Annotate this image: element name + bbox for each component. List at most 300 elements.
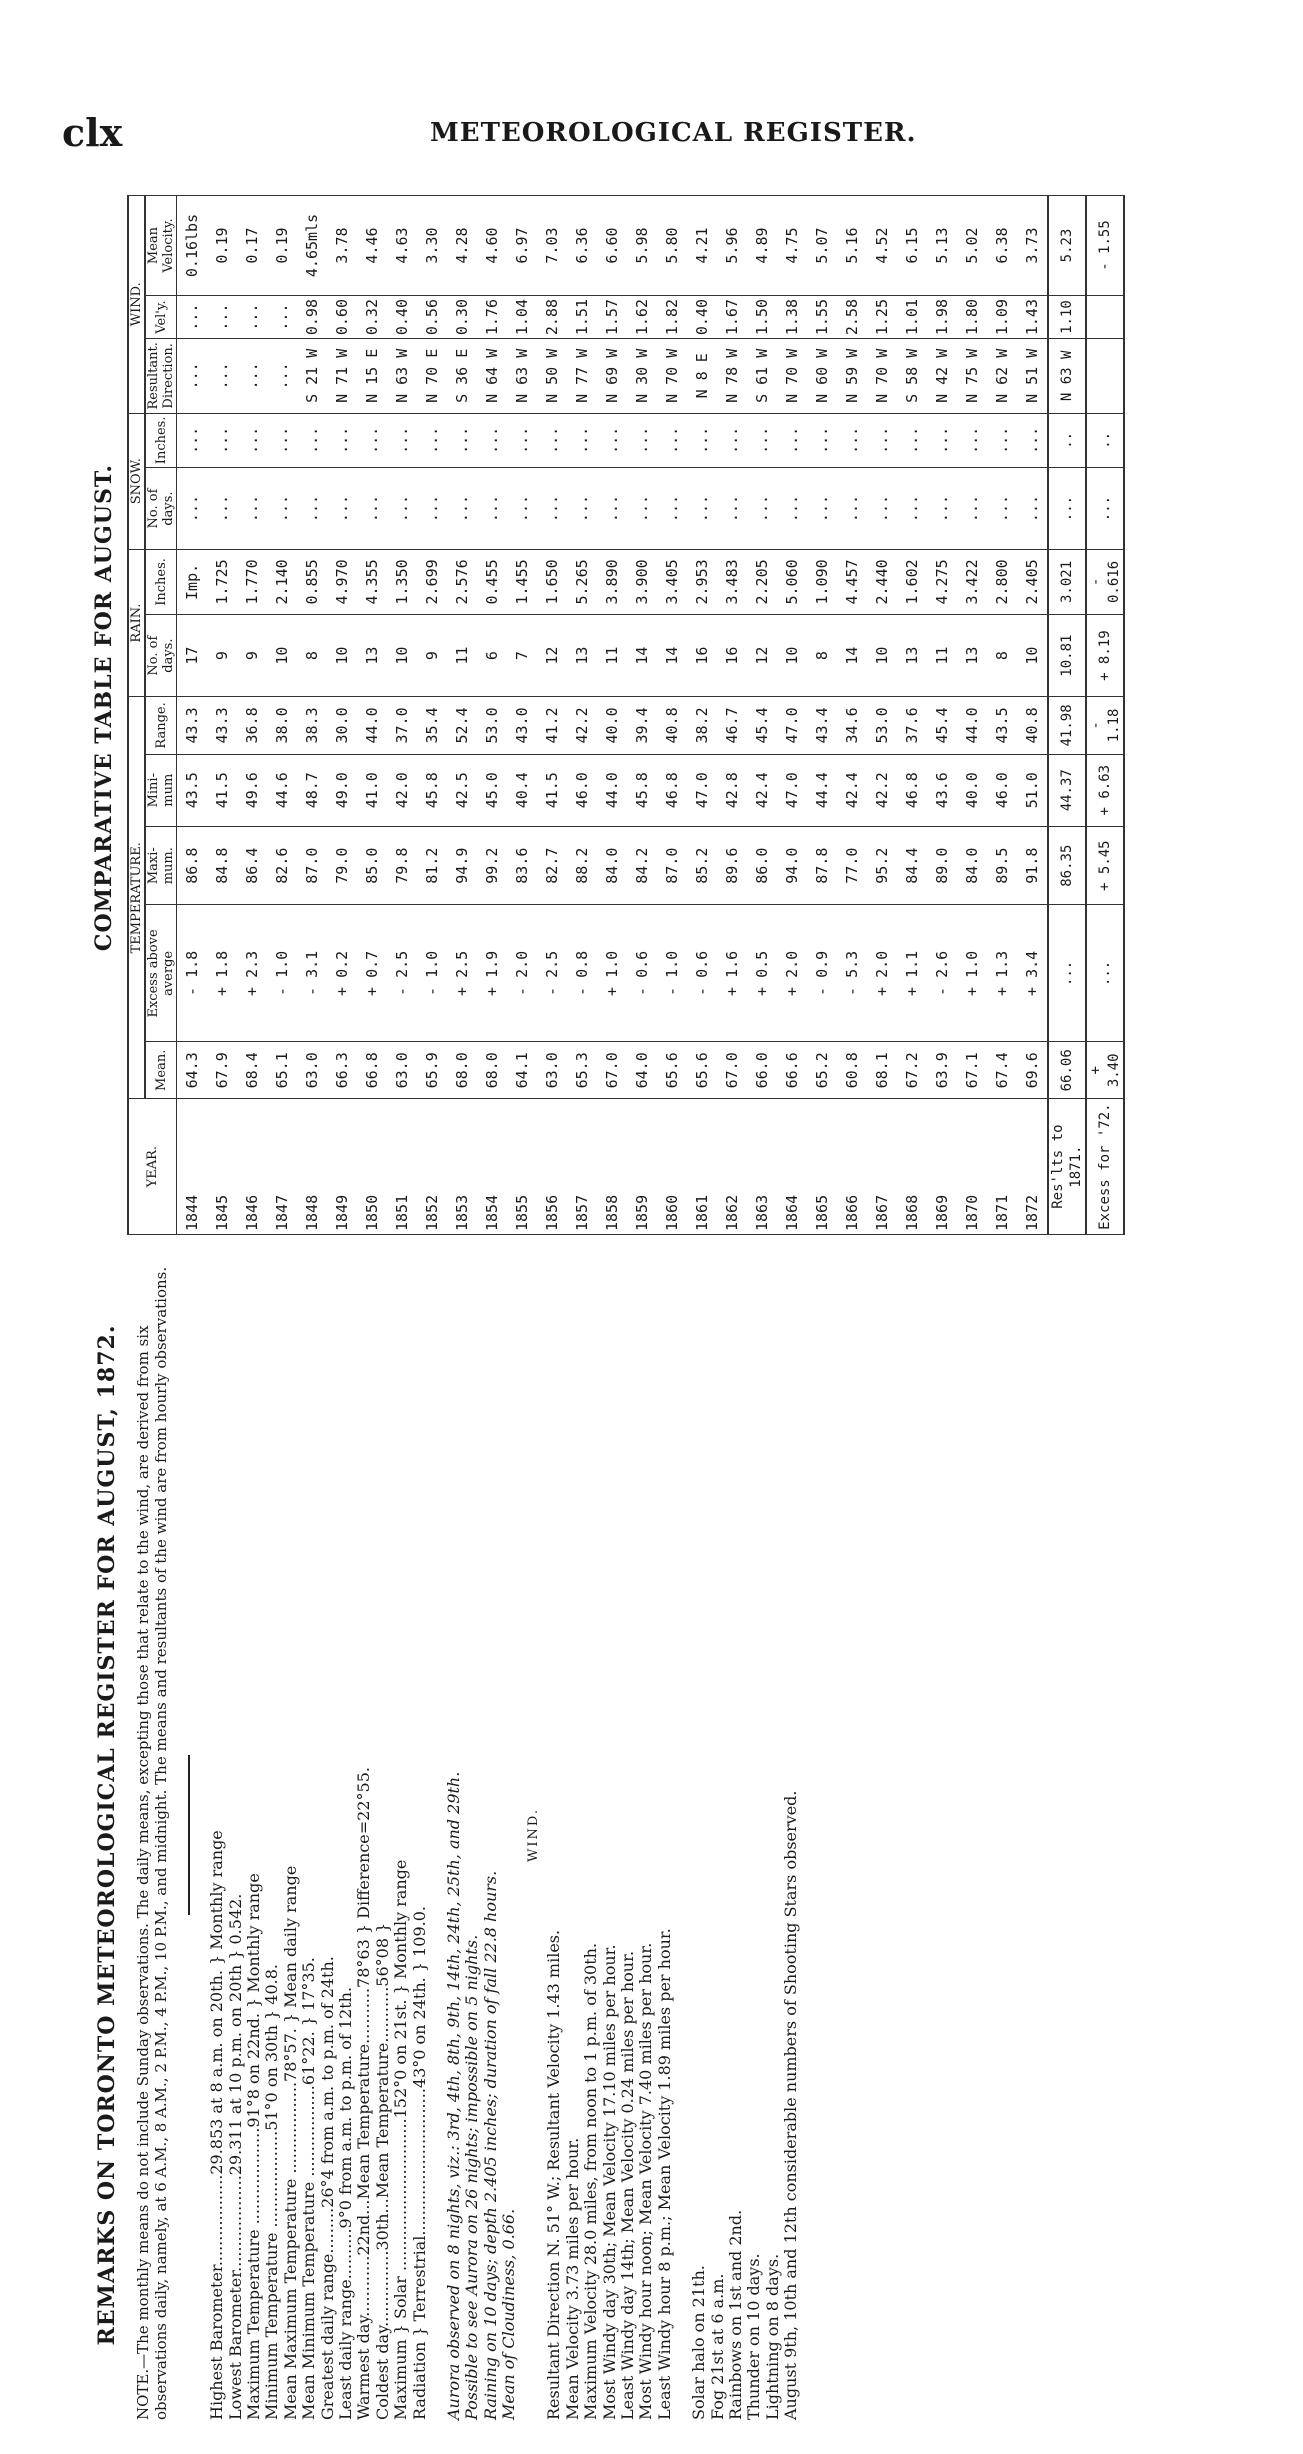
table-cell: 84.0 (597, 826, 627, 905)
table-cell: 49.0 (327, 754, 357, 826)
table-cell: 40.8 (1017, 697, 1048, 754)
table-cell: ... (597, 468, 627, 550)
table-cell: 6.38 (987, 196, 1017, 296)
table-row (447, 196, 477, 1235)
observation-line: Coldest day...............30th...Mean Temperature...........56°08 } (372, 1922, 392, 2420)
col-minimum: Mini-mum (145, 754, 177, 826)
table-cell: 64.3 (177, 1042, 208, 1099)
table-cell: ... (927, 468, 957, 550)
table-cell: Res'lts to 1871. (1048, 1099, 1086, 1235)
table-cell: 1.80 (957, 296, 987, 339)
table-cell: ... (1017, 468, 1048, 550)
table-cell: 60.8 (837, 1042, 867, 1099)
table-cell: 79.8 (387, 826, 417, 905)
table-cell: 0.60 (327, 296, 357, 339)
table-cell: 65.3 (567, 1042, 597, 1099)
table-cell: - 0.616 (1086, 549, 1124, 614)
table-cell: 65.6 (687, 1042, 717, 1099)
table-cell: - 1.0 (657, 905, 687, 1042)
table-cell: 44.0 (597, 754, 627, 826)
table-cell: ... (357, 413, 387, 468)
table-cell: 4.457 (837, 549, 867, 614)
observation-line: Maximum Temperature ...................91°8 on 22nd. } Monthly range (244, 1873, 264, 2420)
table-cell: 4.75 (777, 196, 807, 296)
table-cell: ... (537, 468, 567, 550)
table-cell: 4.21 (687, 196, 717, 296)
table-cell: 43.3 (177, 697, 208, 754)
table-cell: ... (807, 413, 837, 468)
table-cell: 48.7 (297, 754, 327, 826)
observation-line: Lowest Barometer...................29.311 at 10 p.m. on 20th } 0.542. (225, 1893, 245, 2420)
group-rain: RAIN. (128, 549, 145, 696)
table-cell: 9 (207, 614, 237, 696)
table-cell: ... (777, 413, 807, 468)
table-cell: 3.483 (717, 549, 747, 614)
table-cell: 42.2 (567, 697, 597, 754)
observation-line: Highest Barometer..................29.853 at 8 a.m. on 20th. } Monthly range (207, 1830, 227, 2420)
table-cell: 46.7 (717, 697, 747, 754)
aurora-lines (445, 1250, 519, 2420)
misc-line: Thunder on 10 days. (744, 2253, 764, 2420)
table-cell: 38.0 (267, 697, 297, 754)
table-row (207, 196, 237, 1235)
misc-line: Fog 21st at 6 a.m. (707, 2273, 727, 2420)
table-cell: 45.4 (927, 697, 957, 754)
misc-line: Solar halo on 21th. (689, 2265, 709, 2420)
table-cell: + 5.45 (1086, 826, 1124, 905)
table-cell: N 63 W (1048, 339, 1086, 413)
table-cell: 42.5 (447, 754, 477, 826)
table-cell: 67.2 (897, 1042, 927, 1099)
table-cell: 5.02 (957, 196, 987, 296)
table-cell: Imp. (177, 549, 208, 614)
table-cell: 1.350 (387, 549, 417, 614)
table-cell: ... (237, 468, 267, 550)
table-cell: 67.9 (207, 1042, 237, 1099)
table-cell: ... (207, 468, 237, 550)
table-cell: 53.0 (477, 697, 507, 754)
table-cell: 1.10 (1048, 296, 1086, 339)
table-cell: 1868 (897, 1099, 927, 1235)
table-cell: 9 (237, 614, 267, 696)
table-cell: 13 (957, 614, 987, 696)
table-cell: 68.0 (447, 1042, 477, 1099)
table-cell: 1867 (867, 1099, 897, 1235)
table-cell: 1865 (807, 1099, 837, 1235)
table-cell: 3.30 (417, 196, 447, 296)
table-cell: + 8.19 (1086, 614, 1124, 696)
table-row (717, 196, 747, 1235)
table-cell: ... (807, 468, 837, 550)
table-cell: 2.576 (447, 549, 477, 614)
table-cell: ... (237, 339, 267, 413)
wind-line: Least Windy hour 8 p.m.; Mean Velocity 1.89 miles per hour. (654, 1928, 674, 2420)
table-cell: + 0.2 (327, 905, 357, 1042)
table-cell: 40.8 (657, 697, 687, 754)
table-cell: ... (477, 413, 507, 468)
table-cell: N 42 W (927, 339, 957, 413)
table-cell: 67.0 (717, 1042, 747, 1099)
table-cell: 13 (897, 614, 927, 696)
table-cell (1086, 339, 1124, 413)
table-cell: 0.40 (387, 296, 417, 339)
table-cell: 1861 (687, 1099, 717, 1235)
table-cell: 47.0 (777, 754, 807, 826)
col-mean-velocity: Mean Velocity. (145, 196, 177, 296)
wind-line: Maximum Velocity 28.0 miles, from noon to 1 p.m. of 30th. (581, 1942, 601, 2420)
table-cell: ... (1086, 468, 1124, 550)
table-cell: N 77 W (567, 339, 597, 413)
table-cell: 68.0 (477, 1042, 507, 1099)
table-cell: 64.0 (627, 1042, 657, 1099)
table-cell: N 8 E (687, 339, 717, 413)
table-cell: 84.0 (957, 826, 987, 905)
table-cell: ... (747, 468, 777, 550)
table-cell: 49.6 (237, 754, 267, 826)
table-cell: 6 (477, 614, 507, 696)
table-cell: 1.725 (207, 549, 237, 614)
table-cell: 6.60 (597, 196, 627, 296)
table-cell: ... (327, 413, 357, 468)
table-cell: 1847 (267, 1099, 297, 1235)
table-cell: 5.16 (837, 196, 867, 296)
observation-line: Maximum } Solar ..............................152°0 on 21st. } Monthly range (391, 1859, 411, 2420)
table-cell: 44.0 (957, 697, 987, 754)
table-cell: 82.6 (267, 826, 297, 905)
table-cell: ... (777, 468, 807, 550)
table-cell: 89.0 (927, 826, 957, 905)
table-cell: .. (1086, 413, 1124, 468)
table-cell: 10 (867, 614, 897, 696)
wind-line: Most Windy hour noon; Mean Velocity 7.40 miles per hour. (636, 1942, 656, 2420)
table-cell: ... (417, 413, 447, 468)
table-cell: N 59 W (837, 339, 867, 413)
table-row (927, 196, 957, 1235)
table-cell: 12 (747, 614, 777, 696)
table-cell: 87.8 (807, 826, 837, 905)
table-cell: N 51 W (1017, 339, 1048, 413)
table-cell: N 71 W (327, 339, 357, 413)
table-cell: 87.0 (657, 826, 687, 905)
table-cell: 1862 (717, 1099, 747, 1235)
table-cell: ... (1048, 468, 1086, 550)
table-cell: ... (477, 468, 507, 550)
wind-line: Most Windy day 30th; Mean Velocity 17.10 miles per hour. (599, 1944, 619, 2420)
table-row (507, 196, 537, 1235)
table-cell: 43.0 (507, 697, 537, 754)
table-cell: 4.65mls (297, 196, 327, 296)
table-cell: 10 (777, 614, 807, 696)
table-row (327, 196, 357, 1235)
table-cell: ... (177, 339, 208, 413)
table-cell: 1.57 (597, 296, 627, 339)
table-cell: 1.650 (537, 549, 567, 614)
table-cell: 10 (387, 614, 417, 696)
table-cell: 1872 (1017, 1099, 1048, 1235)
table-cell: 3.405 (657, 549, 687, 614)
table-cell: 13 (567, 614, 597, 696)
table-cell: 41.2 (537, 697, 567, 754)
table-cell: ... (687, 413, 717, 468)
table-cell: 63.9 (927, 1042, 957, 1099)
table-cell: ... (567, 413, 597, 468)
table-cell: ... (897, 468, 927, 550)
table-cell: 4.89 (747, 196, 777, 296)
table-cell: 5.13 (927, 196, 957, 296)
observation-line: Warmest day............22nd...Mean Temperature...........78°63 } Difference=22°55. (354, 1767, 374, 2420)
table-cell: 5.80 (657, 196, 687, 296)
table-cell: 65.9 (417, 1042, 447, 1099)
table-cell: ... (177, 413, 208, 468)
table-cell: 10 (267, 614, 297, 696)
table-cell: - 0.8 (567, 905, 597, 1042)
table-cell: + 3.40 (1086, 1042, 1124, 1099)
table-cell: 0.17 (237, 196, 267, 296)
table-cell: 0.455 (477, 549, 507, 614)
table-cell: 6.36 (567, 196, 597, 296)
table-cell: 12 (537, 614, 567, 696)
table-cell: - 0.6 (627, 905, 657, 1042)
table-cell: 14 (657, 614, 687, 696)
table-cell: N 50 W (537, 339, 567, 413)
table-cell: 40.0 (957, 754, 987, 826)
table-cell: + 2.0 (777, 905, 807, 1042)
table-cell: 88.2 (567, 826, 597, 905)
table-cell: - 0.9 (807, 905, 837, 1042)
table-cell: 1858 (597, 1099, 627, 1235)
observation-lines (208, 1250, 429, 2420)
table-cell: 42.0 (387, 754, 417, 826)
table-cell: ... (897, 413, 927, 468)
table-cell: 82.7 (537, 826, 567, 905)
table-cell: 3.422 (957, 549, 987, 614)
table-cell: N 60 W (807, 339, 837, 413)
table-cell: 94.0 (777, 826, 807, 905)
table-cell: N 63 W (387, 339, 417, 413)
table-cell: 3.78 (327, 196, 357, 296)
table-cell: 0.32 (357, 296, 387, 339)
table-cell: ... (507, 468, 537, 550)
table-cell: 5.96 (717, 196, 747, 296)
table-row (387, 196, 417, 1235)
table-cell: 1860 (657, 1099, 687, 1235)
table-cell: ... (327, 468, 357, 550)
table-cell: 1.602 (897, 549, 927, 614)
table-cell: 69.6 (1017, 1042, 1048, 1099)
table-cell: 30.0 (327, 697, 357, 754)
table-cell: 64.1 (507, 1042, 537, 1099)
running-title: METEOROLOGICAL REGISTER. (430, 118, 917, 148)
table-row (657, 196, 687, 1235)
table-cell: 2.140 (267, 549, 297, 614)
table-cell: N 69 W (597, 339, 627, 413)
table-cell: 10 (1017, 614, 1048, 696)
table-cell: ... (207, 413, 237, 468)
table-cell: 84.8 (207, 826, 237, 905)
table-cell: 4.970 (327, 549, 357, 614)
table-cell: 5.23 (1048, 196, 1086, 296)
table-cell: 1.67 (717, 296, 747, 339)
table-cell: 46.8 (897, 754, 927, 826)
table-cell: 0.19 (267, 196, 297, 296)
table-cell: 1.50 (747, 296, 777, 339)
misc-line: Rainbows on 1st and 2nd. (726, 2209, 745, 2420)
col-excess: Excess above averge (145, 905, 177, 1042)
table-cell: - 5.3 (837, 905, 867, 1042)
comparative-section (85, 180, 1175, 1235)
table-row (477, 196, 507, 1235)
table-cell: Excess for '72. (1086, 1099, 1124, 1235)
table-cell: N 15 E (357, 339, 387, 413)
table-cell: 66.8 (357, 1042, 387, 1099)
table-row (777, 196, 807, 1235)
table-cell: ... (267, 413, 297, 468)
table-cell: + 1.8 (207, 905, 237, 1042)
table-cell: ... (357, 468, 387, 550)
page-number: clx (62, 110, 123, 155)
resultant-label: Resultant. (146, 342, 161, 410)
table-cell: 86.35 (1048, 826, 1086, 905)
table-cell: 4.355 (357, 549, 387, 614)
aurora-line: Aurora observed on 8 nights, viz.: 3rd, 4th, 8th, 9th, 14th, 24th, 25th, and 29th. (443, 1771, 463, 2420)
comparative-table (127, 195, 1125, 1235)
table-cell: + 0.7 (357, 905, 387, 1042)
table-cell: 14 (837, 614, 867, 696)
table-cell: - 1.8 (177, 905, 208, 1042)
page-header (0, 110, 1303, 170)
table-cell: 42.4 (837, 754, 867, 826)
table-cell: 1870 (957, 1099, 987, 1235)
table-cell: 46.8 (657, 754, 687, 826)
table-cell: N 70 W (777, 339, 807, 413)
table-cell: ... (717, 413, 747, 468)
aurora-line: Mean of Cloudiness, 0.66. (499, 2208, 519, 2420)
table-cell: 66.6 (777, 1042, 807, 1099)
table-cell: 1869 (927, 1099, 957, 1235)
table-cell: ... (417, 468, 447, 550)
misc-line: August 9th, 10th and 12th considerable numbers of Shooting Stars observed. (781, 1790, 801, 2420)
table-cell: 2.953 (687, 549, 717, 614)
table-cell: 0.19 (207, 196, 237, 296)
table-cell: ... (867, 413, 897, 468)
table-cell: 1.51 (567, 296, 597, 339)
table-cell: ... (867, 468, 897, 550)
table-cell: 95.2 (867, 826, 897, 905)
table-cell: 1.62 (627, 296, 657, 339)
table-cell: - 1.0 (417, 905, 447, 1042)
table-cell: N 70 E (417, 339, 447, 413)
table-cell: 0.40 (687, 296, 717, 339)
table-cell: 8 (807, 614, 837, 696)
table-cell: ... (987, 468, 1017, 550)
col-snow-days: No. of days. (145, 468, 177, 550)
table-cell: 41.98 (1048, 697, 1086, 754)
wind-line: Least Windy day 14th; Mean Velocity 0.24 miles per hour. (618, 1950, 638, 2420)
table-cell: - 1.0 (267, 905, 297, 1042)
table-cell: 40.4 (507, 754, 537, 826)
table-cell: 1863 (747, 1099, 777, 1235)
table-cell: 41.0 (357, 754, 387, 826)
table-cell: - 1.55 (1086, 196, 1124, 296)
table-cell: 4.52 (867, 196, 897, 296)
col-mean: Mean. (145, 1042, 177, 1099)
table-cell: 65.6 (657, 1042, 687, 1099)
table-cell: 1857 (567, 1099, 597, 1235)
table-cell: ... (297, 413, 327, 468)
table-cell: 42.2 (867, 754, 897, 826)
table-cell: ... (507, 413, 537, 468)
table-cell: 4.60 (477, 196, 507, 296)
table-cell: 1.55 (807, 296, 837, 339)
table-cell: ... (447, 468, 477, 550)
table-cell: 1845 (207, 1099, 237, 1235)
col-year: YEAR. (128, 1099, 177, 1235)
table-cell: 43.6 (927, 754, 957, 826)
table-cell: 1.98 (927, 296, 957, 339)
table-cell: - 2.0 (507, 905, 537, 1042)
table-cell: 1871 (987, 1099, 1017, 1235)
table-cell: ... (207, 296, 237, 339)
aurora-line: Possible to see Aurora on 26 nights; impossible on 5 nights. (462, 1934, 482, 2420)
rotated-content (85, 180, 1175, 2420)
comparative-title: COMPARATIVE TABLE FOR AUGUST. (91, 463, 117, 952)
remarks-section (85, 1250, 1175, 2420)
observation-line: Greatest daily range.........26°4 from a.m. to p.m. of 24th. (317, 1956, 337, 2420)
table-cell: 8 (987, 614, 1017, 696)
misc-lines (690, 1250, 800, 2420)
table-cell: 66.06 (1048, 1042, 1086, 1099)
table-cell: 86.4 (237, 826, 267, 905)
table-cell: 79.0 (327, 826, 357, 905)
table-cell: 63.0 (297, 1042, 327, 1099)
table-cell: 65.2 (807, 1042, 837, 1099)
table-cell: 2.205 (747, 549, 777, 614)
table-cell: ... (837, 413, 867, 468)
table-cell: 44.4 (807, 754, 837, 826)
table-cell: + 1.0 (597, 905, 627, 1042)
table-cell: 1848 (297, 1099, 327, 1235)
table-cell: 67.4 (987, 1042, 1017, 1099)
col-snow-inches: Inches. (145, 413, 177, 468)
table-cell: ... (237, 296, 267, 339)
table-cell: S 61 W (747, 339, 777, 413)
table-cell: 1.770 (237, 549, 267, 614)
table-cell: N 75 W (957, 339, 987, 413)
table-row (957, 196, 987, 1235)
table-cell: 1.76 (477, 296, 507, 339)
table-cell: 66.3 (327, 1042, 357, 1099)
table-cell: ... (267, 339, 297, 413)
table-cell: 68.1 (867, 1042, 897, 1099)
table-cell: ... (1086, 905, 1124, 1042)
table-cell: 77.0 (837, 826, 867, 905)
table-cell: 4.46 (357, 196, 387, 296)
table-cell: 45.8 (627, 754, 657, 826)
table-cell: .. (1048, 413, 1086, 468)
table-cell: 1849 (327, 1099, 357, 1235)
table-cell: 34.6 (837, 697, 867, 754)
col-range: Range. (145, 697, 177, 754)
table-cell: 11 (447, 614, 477, 696)
table-cell: 45.8 (417, 754, 447, 826)
table-cell: ... (627, 413, 657, 468)
table-cell: 37.0 (387, 697, 417, 754)
table-cell: N 70 W (657, 339, 687, 413)
table-cell: 46.0 (567, 754, 597, 826)
observation-line: Least daily range..........9°0 from a.m. to p.m. of 12th. (336, 1986, 356, 2420)
table-cell: 16 (717, 614, 747, 696)
table-cell: 1846 (237, 1099, 267, 1235)
